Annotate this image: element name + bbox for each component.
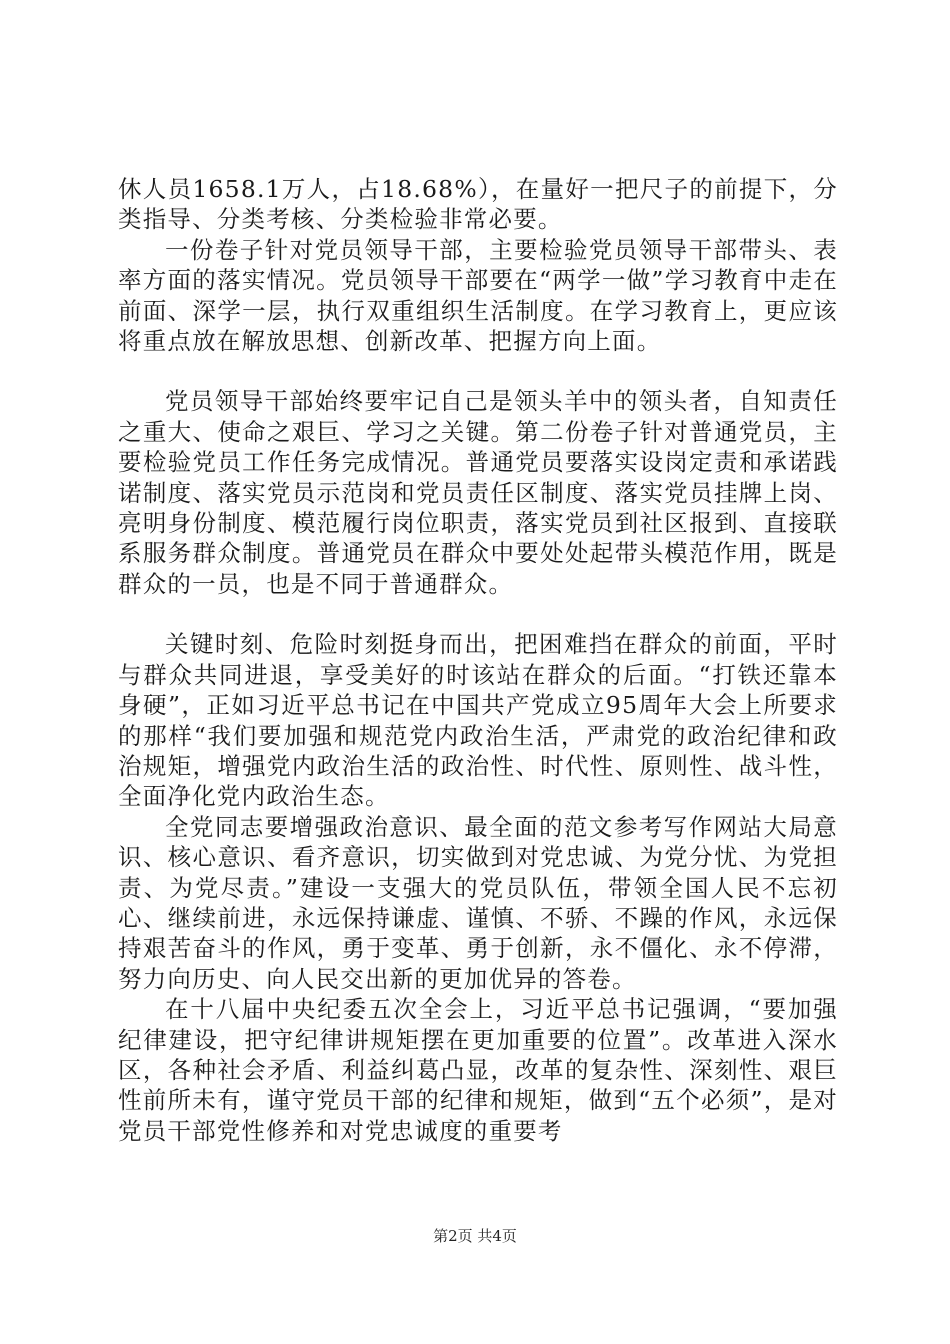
paragraph-1: 休人员1658.1万人，占18.68%），在量好一把尺子的前提下，分类指导、分类考核、分类检验非常必要。 [118, 175, 838, 234]
paragraph-3: 党员领导干部始终要牢记自己是领头羊中的领头者，自知责任之重大、使命之艰巨、学习之关键。第二份卷子针对普通党员，主要检验党员工作任务完成情况。普通党员要落实设岗定责和承诺践诺制度、落实党员示范岗和党员责任区制度、落实党员挂牌上岗、亮明身份制度、模范履行岗位职责，落实党员到社区报到、直接联系服务群众制度。普通党员在群众中要处处起带头模范作用，既是群众的一员，也是不同于普通群众。 [118, 387, 838, 598]
page-footer: 第2页 共4页 [433, 1227, 517, 1245]
document-body [118, 174, 838, 1146]
paragraph-4: 关键时刻、危险时刻挺身而出，把困难挡在群众的前面，平时与群众共同进退，享受美好的时该站在群众的后面。“打铁还靠本身硬”，正如习近平总书记在中国共产党成立95周年大会上所要求的那样“我们要加强和规范党内政治生活，严肃党的政治纪律和政治规矩，增强党内政治生活的政治性、时代性、原则性、战斗性，全面净化党内政治生态。 [118, 630, 838, 811]
paragraph-5: 全党同志要增强政治意识、最全面的范文参考写作网站大局意识、核心意识、看齐意识，切实做到对党忠诚、为党分忧、为党担责、为党尽责。”建设一支强大的党员队伍，带领全国人民不忘初心、继续前进，永远保持谦虚、谨慎、不骄、不躁的作风，永远保持艰苦奋斗的作风，勇于变革、勇于创新，永不僵化、永不停滞，努力向历史、向人民交出新的更加优异的答卷。 [118, 812, 838, 993]
paragraph-6: 在十八届中央纪委五次全会上，习近平总书记强调，“要加强纪律建设，把守纪律讲规矩摆在更加重要的位置”。改革进入深水区，各种社会矛盾、利益纠葛凸显，改革的复杂性、深刻性、艰巨性前所未有，谨守党员干部的纪律和规矩，做到“五个必须”，是对党员干部党性修养和对党忠诚度的重要考 [118, 995, 838, 1145]
paragraph-2: 一份卷子针对党员领导干部，主要检验党员领导干部带头、表率方面的落实情况。党员领导干部要在“两学一做”学习教育中走在前面、深学一层，执行双重组织生活制度。在学习教育上，更应该将重点放在解放思想、创新改革、把握方向上面。 [118, 235, 838, 356]
